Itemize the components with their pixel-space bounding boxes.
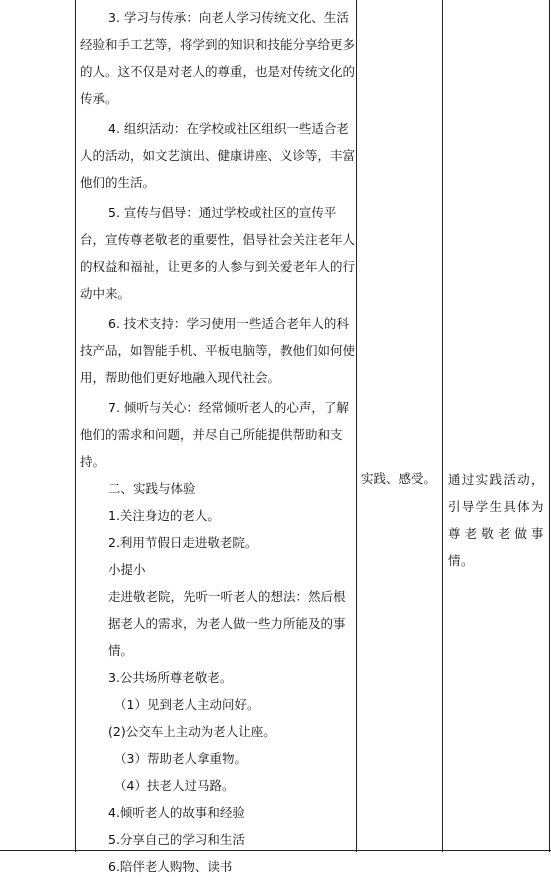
table-border-left bbox=[75, 0, 76, 852]
list-item: 5.分享自己的学习和生活 bbox=[108, 832, 245, 847]
paragraph-4: 4. 组织活动：在学校或社区组织一些适合老人的活动，如文艺演出、健康讲座、义诊等，丰富他们的生活。 bbox=[80, 121, 356, 190]
list-item: 6.陪伴老人购物、读书 bbox=[108, 859, 233, 874]
goal-text: 通过实践活动，引导学生具体为尊老敬老做事情。 bbox=[448, 472, 544, 568]
tip-title: 小提小 bbox=[108, 562, 146, 577]
list-item: 3.公共场所尊老敬老。 bbox=[108, 670, 233, 685]
section-title: 二、实践与体验 bbox=[108, 481, 196, 496]
list-item: 1.关注身边的老人。 bbox=[108, 508, 220, 523]
goal-cell bbox=[448, 466, 544, 574]
sub-item: （3）帮助老人拿重物。 bbox=[114, 751, 247, 766]
sub-item: (2)公交车上主动为老人让座。 bbox=[108, 724, 276, 739]
paragraph-7: 7. 倾听与关心：经常倾听老人的心声，了解他们的需求和问题，并尽自己所能提供帮助和支持。 bbox=[80, 400, 349, 469]
paragraph-3: 3. 学习与传承：向老人学习传统文化、生活经验和手工艺等，将学到的知识和技能分享给更多的人。这不仅是对老人的尊重，也是对传统文化的传承。 bbox=[80, 10, 356, 106]
list-item: 4.倾听老人的故事和经验 bbox=[108, 805, 245, 820]
table-border-right bbox=[549, 0, 550, 852]
sub-item: （1）见到老人主动问好。 bbox=[114, 697, 260, 712]
paragraph-6: 6. 技术支持：学习使用一些适合老年人的科技产品，如智能手机、平板电脑等，教他们如何使用，帮助他们更好地融入现代社会。 bbox=[80, 316, 356, 385]
paragraph-5: 5. 宣传与倡导：通过学校或社区的宣传平台，宣传尊老敬老的重要性，倡导社会关注老年人的权益和福祉，让更多的人参与到关爱老年人的行动中来。 bbox=[80, 205, 356, 301]
activity-cell bbox=[361, 466, 441, 492]
table-border-mid1 bbox=[356, 0, 357, 852]
activity-text: 实践、感受。 bbox=[361, 471, 437, 486]
table-border-mid2 bbox=[442, 0, 443, 852]
list-item: 2.利用节假日走进敬老院。 bbox=[108, 535, 258, 550]
sub-item: （4）扶老人过马路。 bbox=[114, 778, 235, 793]
tip-text: 走进敬老院，先听一听老人的想法：然后根据老人的需求，为老人做一些力所能及的事情。 bbox=[108, 589, 346, 658]
content-cell bbox=[80, 0, 356, 880]
